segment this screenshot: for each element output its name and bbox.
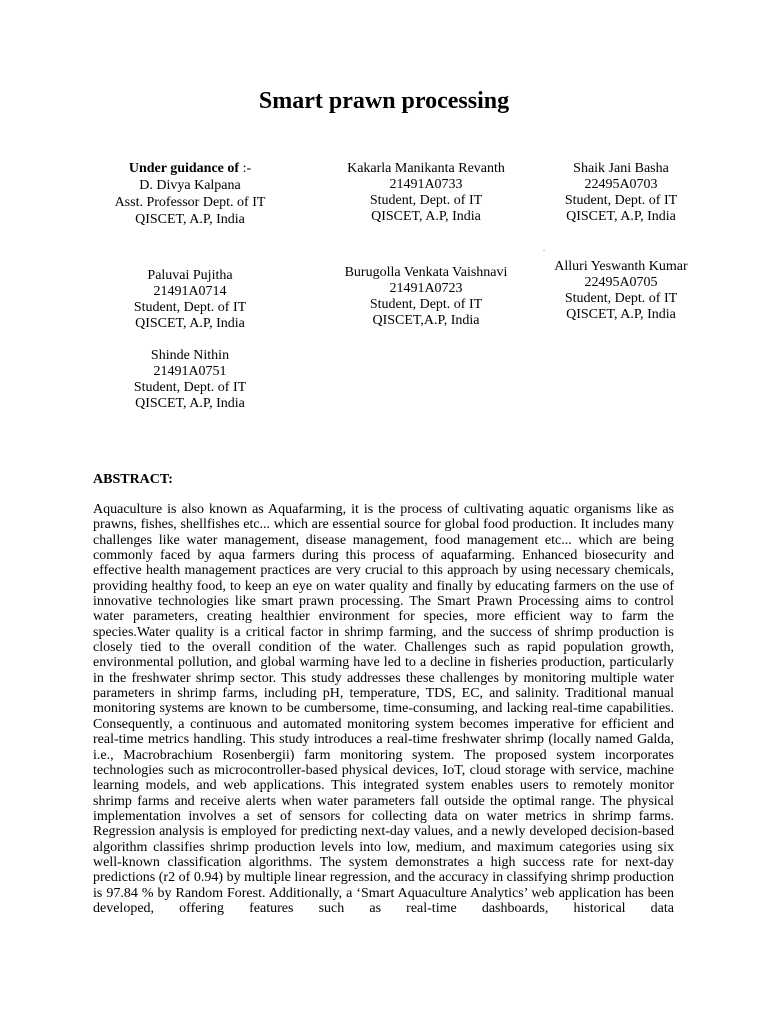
author-name: Kakarla Manikanta Revanth: [347, 161, 505, 176]
author-block: [521, 259, 721, 323]
link-marker: .: [543, 244, 545, 253]
author-name: Alluri Yeswanth Kumar: [554, 259, 688, 274]
author-id: 22495A0703: [584, 177, 658, 192]
author-block: [316, 265, 536, 329]
guidance-block: [90, 161, 290, 228]
author-id: 21491A0733: [389, 177, 463, 192]
author-org: QISCET, A.P, India: [135, 396, 245, 411]
author-id: 22495A0705: [584, 275, 658, 290]
author-role: Student, Dept. of IT: [564, 193, 678, 208]
author-block: [90, 348, 290, 412]
guidance-suffix: :-: [239, 161, 252, 176]
guidance-label-line: [90, 161, 290, 177]
guidance-label: Under guidance of: [128, 161, 240, 176]
author-name: Burugolla Venkata Vaishnavi: [344, 265, 508, 280]
author-block: [316, 161, 536, 225]
author-org: QISCET, A.P, India: [566, 209, 676, 224]
author-name: Shinde Nithin: [150, 348, 230, 363]
guide-name: D. Divya Kalpana: [139, 178, 241, 193]
author-role: Student, Dept. of IT: [564, 291, 678, 306]
author-name: Paluvai Pujitha: [147, 268, 233, 283]
author-id: 21491A0714: [153, 284, 227, 299]
author-block: [531, 161, 711, 225]
author-block: [90, 268, 290, 332]
abstract-heading: ABSTRACT:: [93, 472, 173, 487]
author-org: QISCET,A.P, India: [372, 313, 480, 328]
guide-org: QISCET, A.P, India: [135, 212, 245, 227]
author-org: QISCET, A.P, India: [371, 209, 481, 224]
abstract-body: Aquaculture is also known as Aquafarming, it is the process of cultivating aquatic organisms like as prawns, fishes, shellfishes etc... which are essential source for global food production. It includes many challenges like water management, disease management, food management etc... which are being commonly faced by aqua farmers during this process of aquafarming. Enhanced biosecurity and effective health management practices are very crucial to this approach by using necessary chemicals, providing healthy food, to keep an eye on water quality and finally by educating farmers on the use of innovative technologies like smart prawn processing. The Smart Prawn Processing aims to control water parameters, creating healthier environment for species, more efficient way to farm the species.Water quality is a critical factor in shrimp farming, and the success of shrimp production is closely tied to the overall condition of the water. Challenges such as rapid population growth, environmental pollution, and global warming have led to a decline in fisheries production, particularly in the freshwater shrimp sector. This study addresses these challenges by monitoring multiple water parameters in shrimp farms, including pH, temperature, TDS, EC, and salinity. Traditional manual monitoring systems are known to be cumbersome, time-consuming, and lacking real-time capabilities. Consequently, a continuous and automated monitoring system becomes imperative for efficient and real-time metrics handling. This study introduces a real-time freshwater shrimp (locally named Galda, i.e., Macrobrachium Rosenbergii) farm monitoring system. The proposed system incorporates technologies such as microcontroller-based physical devices, IoT, cloud storage with service, machine learning models, and web applications. This integrated system enables users to remotely monitor shrimp farms and receive alerts when water parameters fall outside the optimal range. The physical implementation involves a set of sensors for collecting data on water metrics in shrimp farms. Regression analysis is employed for predicting next-day values, and a newly developed decision-based algorithm classifies shrimp production levels into low, medium, and maximum categories using six well-known classification algorithms. The system demonstrates a high success rate for next-day predictions (r2 of 0.94) by multiple linear regression, and the accuracy in classifying shrimp production is 97.84 % by Random Forest. Additionally, a ‘Smart Aquaculture Analytics’ web application has been developed, offering features such as real-time dashboards, historical data: [93, 502, 674, 916]
author-org: QISCET, A.P, India: [566, 307, 676, 322]
author-role: Student, Dept. of IT: [133, 300, 247, 315]
page-title: Smart prawn processing: [258, 88, 510, 114]
author-role: Student, Dept. of IT: [369, 297, 483, 312]
author-role: Student, Dept. of IT: [133, 380, 247, 395]
guide-role: Asst. Professor Dept. of IT: [114, 195, 266, 210]
author-id: 21491A0751: [153, 364, 227, 379]
author-name: Shaik Jani Basha: [573, 161, 669, 176]
author-org: QISCET, A.P, India: [135, 316, 245, 331]
author-id: 21491A0723: [389, 281, 463, 296]
author-role: Student, Dept. of IT: [369, 193, 483, 208]
